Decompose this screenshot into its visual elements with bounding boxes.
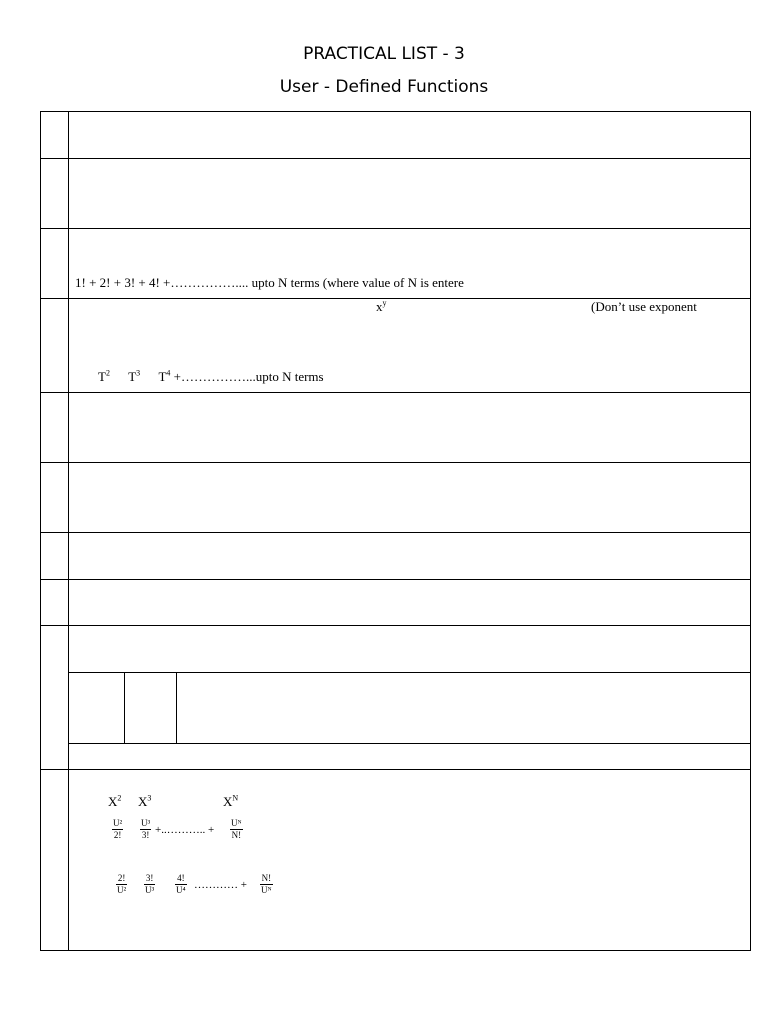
fraction-un-over-nfact: $\frac{\text{Uᴺ}}{N!}$ <box>231 818 242 840</box>
row-divider <box>40 158 751 159</box>
table-border-right <box>750 111 751 951</box>
fraction-2fact-over-u2: $\frac{2!}{\text{U²}}$ <box>117 873 127 895</box>
series1-ellipsis: +..……….. + <box>155 824 215 836</box>
subtable-top <box>68 672 751 673</box>
fraction-3fact-over-u3: $\frac{3!}{\text{U³}}$ <box>145 873 155 895</box>
t3-term: $T^3$ <box>128 368 141 384</box>
subtable-divider <box>124 672 125 743</box>
xn-term: $X^N$ <box>223 793 239 809</box>
subtable-bottom <box>68 743 751 744</box>
table-column-divider <box>68 111 69 951</box>
power-base: x <box>376 299 383 314</box>
row-divider <box>40 625 751 626</box>
t-series <box>98 370 324 383</box>
row-divider <box>40 462 751 463</box>
fraction-u2-over-2fact: $\frac{\text{U²}}{2!}$ <box>113 818 123 840</box>
row-divider <box>40 111 751 112</box>
subtable-divider <box>176 672 177 743</box>
t4-term: $T^4$ <box>158 368 171 384</box>
table-border-left <box>40 111 41 951</box>
row-divider <box>40 228 751 229</box>
row-divider <box>40 769 751 770</box>
x2-term: $X^2$ <box>108 793 122 809</box>
x3-term: $X^3$ <box>138 793 152 809</box>
power-exponent: y <box>382 298 387 308</box>
table-border-bottom <box>40 950 751 951</box>
row-divider <box>40 532 751 533</box>
power-expression <box>376 300 387 313</box>
page-subtitle: User - Defined Functions <box>279 77 489 97</box>
fraction-4fact-over-u4: $\frac{4!}{\text{U⁴}}$ <box>176 873 186 895</box>
row-divider <box>40 392 751 393</box>
row-divider <box>40 579 751 580</box>
page-title: PRACTICAL LIST - 3 <box>303 44 465 64</box>
t2-term: $T^2$ <box>98 368 110 384</box>
t-series-tail: +……………...upto N terms <box>173 369 324 384</box>
series2-ellipsis: ………… + <box>194 879 247 891</box>
exponent-note: (Don’t use exponent <box>591 299 697 314</box>
factorial-series-text: 1! + 2! + 3! + 4! +…………….... upto N terms (where value of N is entere <box>75 275 464 290</box>
fraction-nfact-over-un: $\frac{N!}{\text{Uᴺ}}$ <box>261 873 272 895</box>
fraction-u3-over-3fact: $\frac{\text{U³}}{3!}$ <box>141 818 151 840</box>
